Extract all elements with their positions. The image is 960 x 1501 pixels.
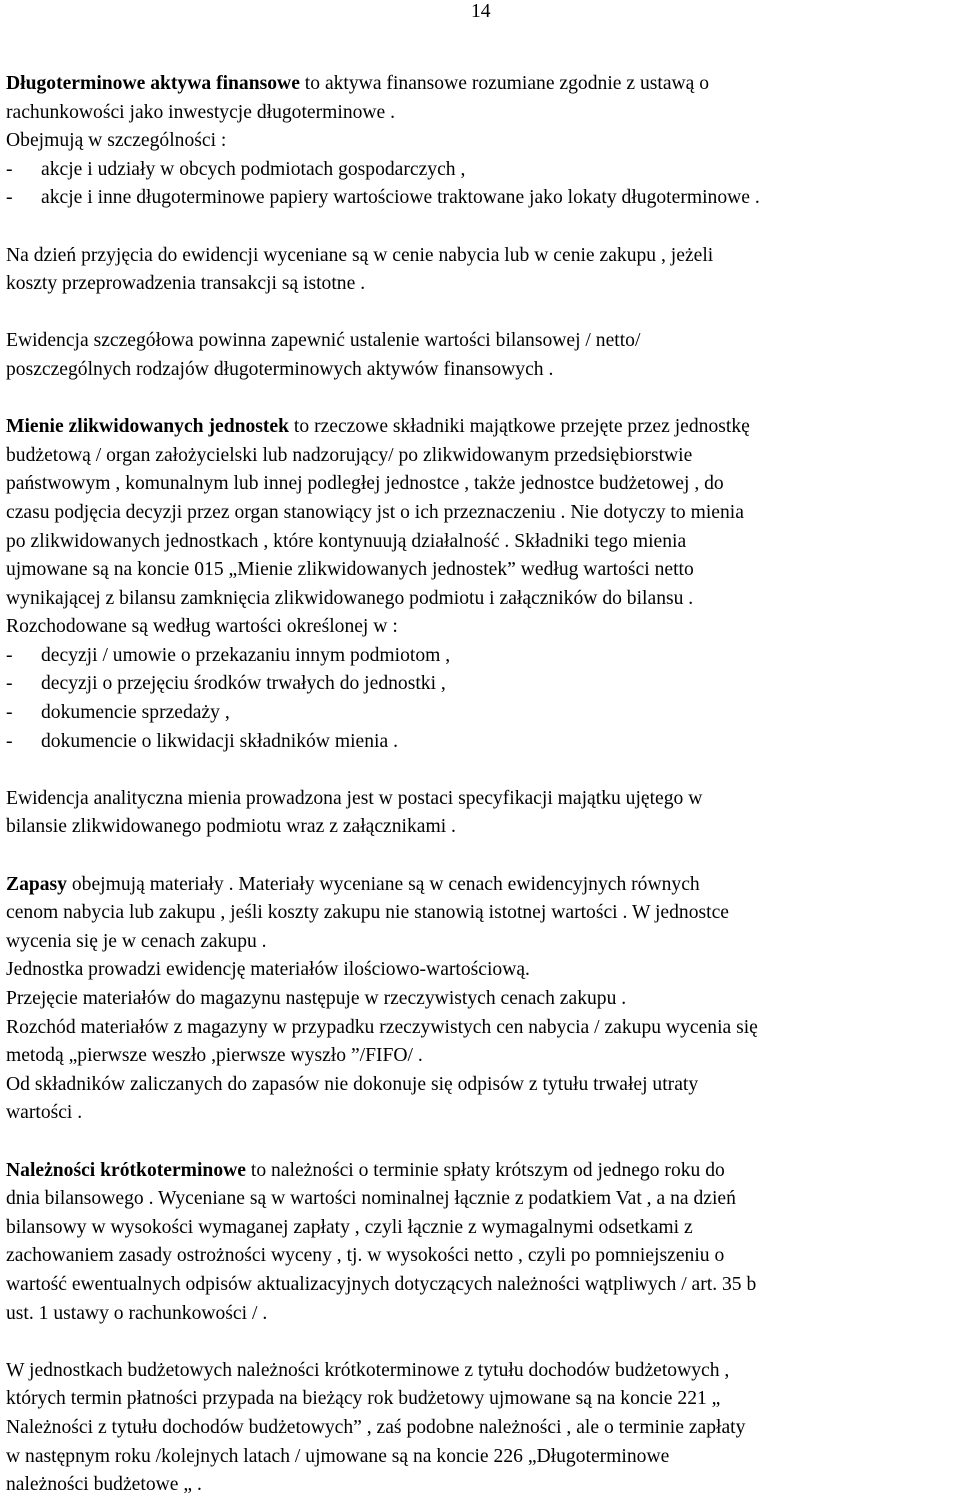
paragraph-line: rachunkowości jako inwestycje długoterminowe . <box>6 101 396 123</box>
section-detailed-records <box>6 327 956 384</box>
paragraph-line: należności budżetowe „ . <box>6 1474 202 1496</box>
paragraph-line: wartości . <box>6 1102 83 1124</box>
list-item-text: dokumencie sprzedaży , <box>41 702 230 724</box>
paragraph-line: ust. 1 ustawy o rachunkowości / . <box>6 1302 268 1324</box>
list-item <box>6 728 956 757</box>
paragraph-line: cenom nabycia lub zakupu , jeśli koszty zakupu nie stanowią istotnej wartości . W jednostce <box>6 902 729 924</box>
paragraph-line: państwowym , komunalnym lub innej podległej jednostce , także jednostce budżetowej , do <box>6 473 724 495</box>
paragraph-line: ujmowane są na koncie 015 „Mienie zlikwidowanych jednostek” według wartości netto <box>6 559 694 581</box>
paragraph-line <box>6 70 956 99</box>
paragraph-gap <box>6 213 956 242</box>
dash-bullet: - <box>6 158 13 180</box>
paragraph-line: metodą „pierwsze weszło ,pierwsze wyszło ”/FIFO/ . <box>6 1045 423 1067</box>
dash-bullet: - <box>6 644 13 666</box>
paragraph-line: budżetową / organ założycielski lub nadzorujący/ po zlikwidowanym przedsiębiorstwie <box>6 444 693 466</box>
paragraph-line: Rozchód materiałów z magazyny w przypadku rzeczywistych cen nabycia / zakupu wycenia się <box>6 1016 758 1038</box>
paragraph-line: Obejmują w szczególności : <box>6 130 227 152</box>
paragraph-line: Przejęcie materiałów do magazynu następuje w rzeczywistych cenach zakupu . <box>6 988 627 1009</box>
section-short-term-receivables <box>6 1157 956 1329</box>
list-item <box>6 156 956 185</box>
document-body <box>6 70 956 1500</box>
paragraph-line: Należności z tytułu dochodów budżetowych” , zaś podobne należności , ale o terminie zapłaty <box>6 1416 746 1438</box>
section-long-term-financial-assets <box>6 70 956 213</box>
page-number: 14 <box>471 1 491 22</box>
paragraph-line: w następnym roku /kolejnych latach / ujmowane są na koncie 226 „Długoterminowe <box>6 1445 670 1467</box>
paragraph-gap <box>6 756 956 785</box>
section-inventories <box>6 871 956 1128</box>
defined-term: Należności krótkoterminowe <box>6 1159 246 1181</box>
paragraph-line: wynikającej z bilansu zamknięcia zlikwidowanego podmiotu i załączników do bilansu . <box>6 587 694 609</box>
dash-bullet: - <box>6 730 13 752</box>
paragraph-line <box>6 1157 956 1186</box>
list-item <box>6 184 956 213</box>
dash-bullet: - <box>6 673 13 695</box>
text-span: to rzeczowe składniki majątkowe przejęte przez jednostkę <box>289 416 750 438</box>
paragraph-line: bilansie zlikwidowanego podmiotu wraz z załącznikami . <box>6 816 456 838</box>
paragraph-line: czasu podjęcia decyzji przez organ stanowiący jst o ich przeznaczeniu . Nie dotyczy to mienia <box>6 501 744 523</box>
text-span: obejmują materiały . Materiały wyceniane są w cenach ewidencyjnych równych <box>66 873 700 895</box>
text-span: to aktywa finansowe rozumiane zgodnie z ustawą o <box>299 73 710 94</box>
paragraph-line: Rozchodowane są według wartości określonej w : <box>6 616 398 638</box>
paragraph-line: po zlikwidowanych jednostkach , które kontynuują działalność . Składniki tego mienia <box>6 530 687 552</box>
paragraph-line: koszty przeprowadzenia transakcji są istotne . <box>6 273 366 295</box>
paragraph-line: Jednostka prowadzi ewidencję materiałów ilościowo-wartościową. <box>6 959 530 981</box>
paragraph-gap <box>6 385 956 414</box>
list-item-text: akcje i inne długoterminowe papiery wartościowe traktowane jako lokaty długoterminowe . <box>41 187 760 209</box>
list-item <box>6 670 956 699</box>
section-budget-units-receivables <box>6 1357 956 1500</box>
section-analytical-records <box>6 785 956 842</box>
paragraph-line: Ewidencja szczegółowa powinna zapewnić ustalenie wartości bilansowej / netto/ <box>6 330 641 352</box>
list-item-text: dokumencie o likwidacji składników mienia . <box>41 730 398 752</box>
dash-bullet: - <box>6 702 13 724</box>
paragraph-line: zachowaniem zasady ostrożności wyceny , tj. w wysokości netto , czyli po pomniejszeniu o <box>6 1245 725 1267</box>
paragraph-line: bilansowy w wysokości wymaganej zapłaty , czyli łącznie z wymagalnymi odsetkami z <box>6 1216 693 1238</box>
paragraph-line: Od składników zaliczanych do zapasów nie dokonuje się odpisów z tytułu trwałej utraty <box>6 1073 699 1095</box>
paragraph-line: W jednostkach budżetowych należności krótkoterminowe z tytułu dochodów budżetowych , <box>6 1359 730 1381</box>
defined-term: Długoterminowe aktywa finansowe <box>6 73 300 94</box>
dash-bullet: - <box>6 187 13 209</box>
paragraph-line: wycenia się je w cenach zakupu . <box>6 930 267 952</box>
list-item <box>6 699 956 728</box>
paragraph-line: Ewidencja analityczna mienia prowadzona jest w postaci specyfikacji majątku ujętego w <box>6 787 703 809</box>
paragraph-line: wartość ewentualnych odpisów aktualizacyjnych dotyczących należności wątpliwych / art. 35 b <box>6 1273 757 1295</box>
paragraph-line: poszczególnych rodzajów długoterminowych aktywów finansowych . <box>6 358 554 380</box>
section-liquidated-units-property <box>6 413 956 756</box>
list-item <box>6 642 956 671</box>
defined-term: Mienie zlikwidowanych jednostek <box>6 416 290 438</box>
paragraph-gap <box>6 842 956 871</box>
text-span: to należności o terminie spłaty krótszym od jednego roku do <box>245 1159 725 1181</box>
paragraph-gap <box>6 1128 956 1157</box>
defined-term: Zapasy <box>6 873 67 895</box>
paragraph-gap <box>6 299 956 328</box>
paragraph-line <box>6 871 956 900</box>
paragraph-line <box>6 413 956 442</box>
paragraph-line: dnia bilansowego . Wyceniane są w wartości nominalnej łącznie z podatkiem Vat , a na dzień <box>6 1188 736 1210</box>
paragraph-gap <box>6 1328 956 1357</box>
paragraph-line: których termin płatności przypada na bieżący rok budżetowy ujmowane są na koncie 221 „ <box>6 1388 721 1410</box>
list-item-text: decyzji o przejęciu środków trwałych do jednostki , <box>41 673 446 695</box>
paragraph-line: Na dzień przyjęcia do ewidencji wyceniane są w cenie nabycia lub w cenie zakupu , jeżeli <box>6 244 714 266</box>
section-valuation-on-recognition <box>6 242 956 299</box>
list-item-text: decyzji / umowie o przekazaniu innym podmiotom , <box>41 644 451 666</box>
list-item-text: akcje i udziały w obcych podmiotach gospodarczych , <box>41 158 466 180</box>
